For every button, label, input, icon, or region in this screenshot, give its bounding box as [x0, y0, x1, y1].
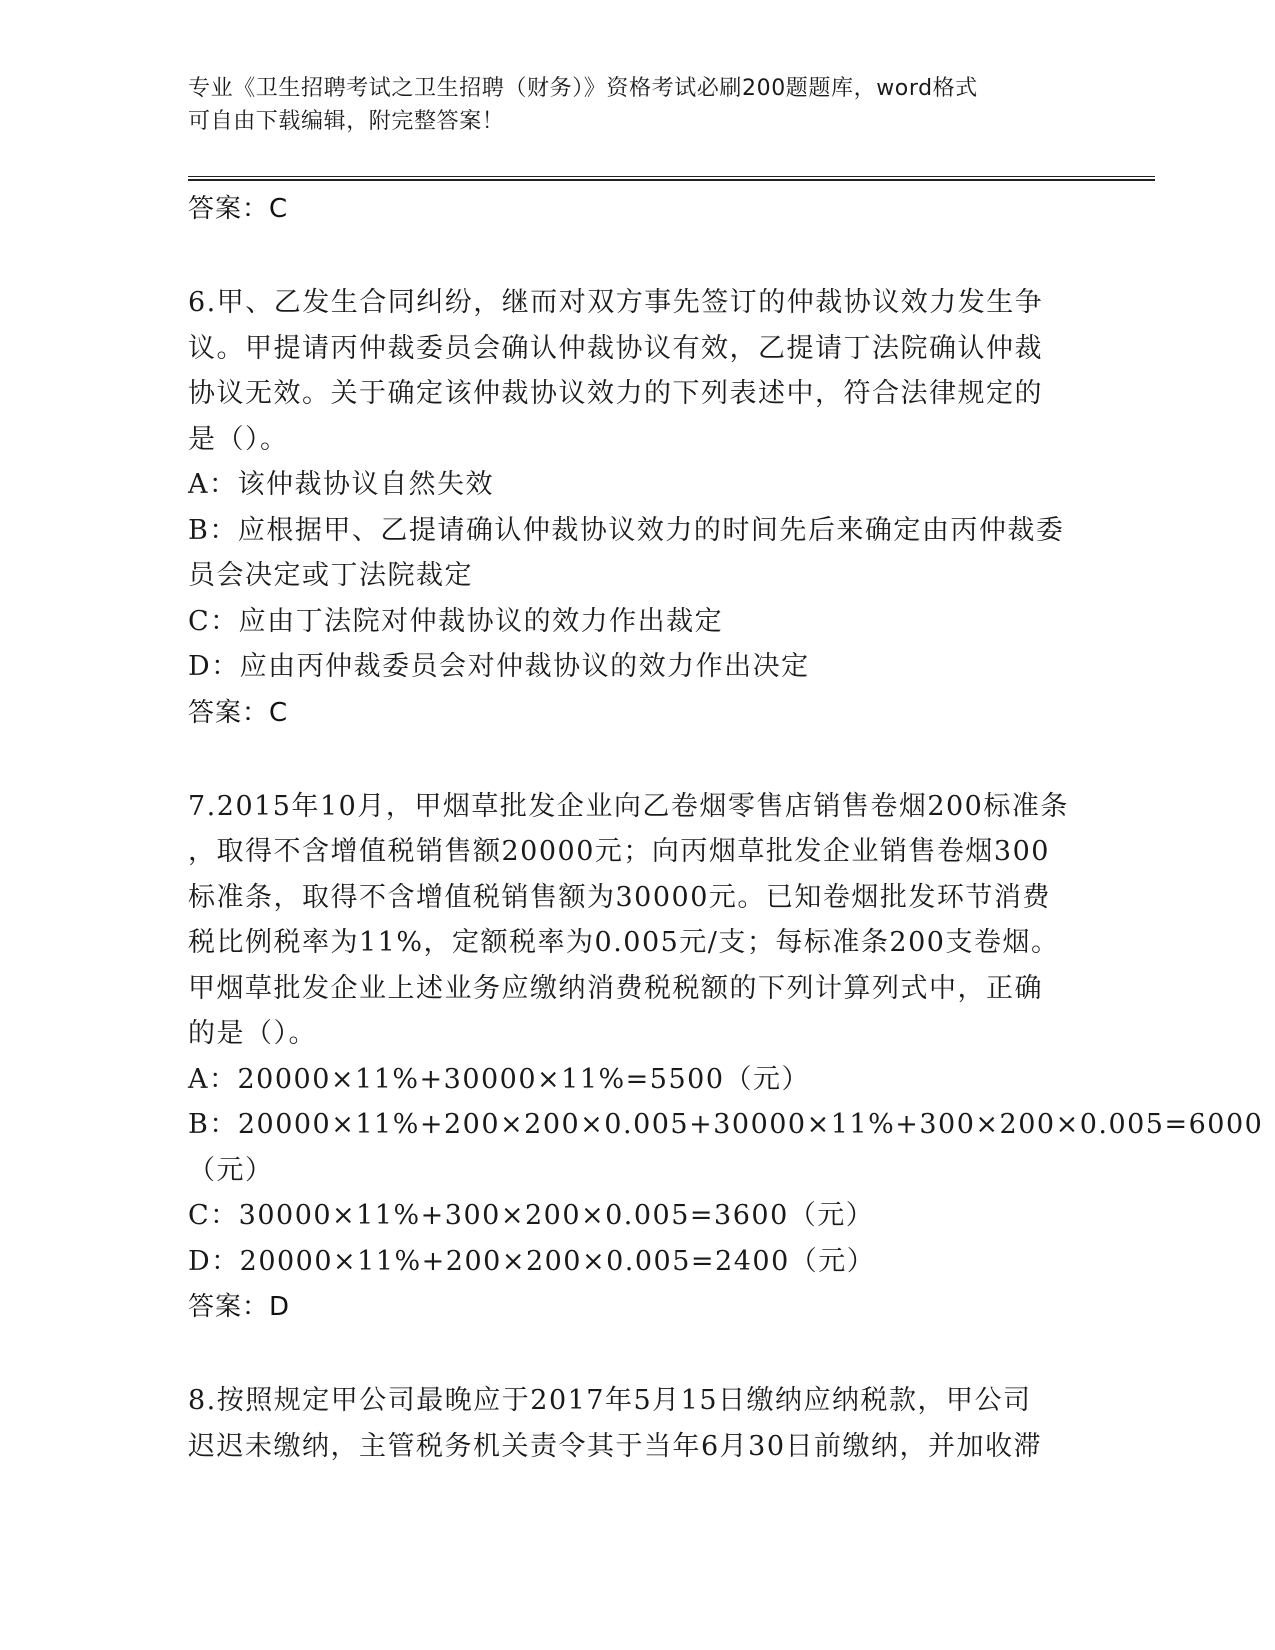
question-text-line: 税比例税率为11%，定额税率为0.005元/支；每标准条200支卷烟。 — [188, 927, 1060, 958]
question-8 — [188, 1378, 1108, 1469]
answer-line: 答案：D — [188, 1292, 291, 1322]
answer-line: 答案：C — [188, 194, 289, 224]
option-c: C：应由丁法院对仲裁协议的效力作出裁定 — [188, 605, 724, 637]
header-line: 可自由下载编辑，附完整答案！ — [188, 109, 505, 134]
option-b: B：应根据甲、乙提请确认仲裁协议效力的时间先后来确定由丙仲裁委 — [188, 514, 1065, 546]
option-a: A：20000×11%+30000×11%=5500（元） — [188, 1063, 811, 1095]
answer-line: 答案：C — [188, 697, 289, 728]
question-text-line: 议。甲提请丙仲裁委员会确认仲裁协议有效，乙提请丁法院确认仲裁 — [188, 332, 1043, 364]
question-text-line: 协议无效。关于确定该仲裁协议效力的下列表述中，符合法律规定的 — [188, 378, 1043, 409]
question-7 — [188, 784, 1264, 1331]
question-text-line: 甲烟草批发企业上述业务应缴纳消费税税额的下列计算列式中，正确 — [188, 972, 1043, 1004]
option-a: A：该仲裁协议自然失效 — [188, 469, 494, 500]
question-text-line: 标准条，取得不含增值税销售额为30000元。已知卷烟批发环节消费 — [188, 881, 1051, 913]
header-divider-thick — [188, 179, 1155, 181]
question-text-line: 迟迟未缴纳，主管税务机关责令其于当年6月30日前缴纳，并加收滞 — [188, 1430, 1043, 1462]
header-line: 专业《卫生招聘考试之卫生招聘（财务）》资格考试必刷200题题库，word格式 — [188, 76, 978, 101]
question-text-line: 6.甲、乙发生合同纠纷，继而对双方事先签订的仲裁协议效力发生争 — [188, 287, 1044, 318]
question-6 — [188, 280, 1108, 736]
question-text-line: ，取得不含增值税销售额20000元；向丙烟草批发企业销售卷烟300 — [188, 836, 1050, 867]
option-d: D：应由丙仲裁委员会对仲裁协议的效力作出决定 — [188, 651, 810, 682]
question-text-line: 8.按照规定甲公司最晚应于2017年5月15日缴纳应纳税款，甲公司 — [188, 1385, 1032, 1416]
option-d: D：20000×11%+200×200×0.005=2400（元） — [188, 1245, 876, 1277]
document-header — [188, 72, 1088, 138]
option-b-continued: （元） — [188, 1154, 274, 1186]
header-divider-thin — [188, 176, 1155, 177]
question-text-line: 的是（）。 — [188, 1018, 317, 1049]
question-text-line: 7.2015年10月，甲烟草批发企业向乙卷烟零售店销售卷烟200标准条 — [188, 790, 1069, 822]
option-b: B：20000×11%+200×200×0.005+30000×11%+300×200×0.005=6000 — [188, 1109, 1264, 1140]
option-b-continued: 员会决定或丁法院裁定 — [188, 560, 473, 591]
option-c: C：30000×11%+300×200×0.005=3600（元） — [188, 1200, 875, 1231]
question-list — [188, 186, 1264, 1469]
question-text-line: 是（）。 — [188, 423, 289, 455]
